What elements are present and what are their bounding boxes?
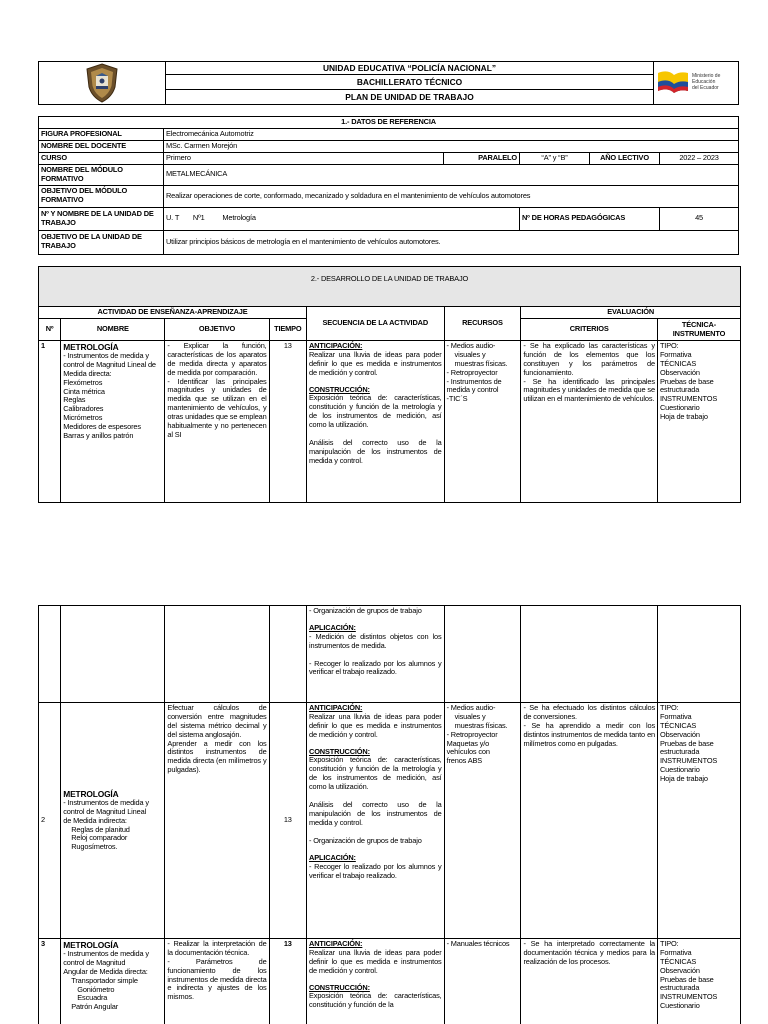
row1-recurso: muestras físicas. bbox=[454, 358, 508, 368]
evaluacion-header: EVALUACIÓN bbox=[521, 307, 741, 319]
row1-tecnica-line: Formativa bbox=[659, 349, 692, 359]
docente-label: NOMBRE DEL DOCENTE bbox=[39, 140, 164, 152]
row3-nombre bbox=[61, 939, 165, 1024]
anio-value: 2022 – 2023 bbox=[660, 152, 739, 164]
row2-nombre-item: Reglas de planitud bbox=[71, 824, 130, 834]
row2-tecnica-line: estructurada bbox=[660, 747, 700, 757]
row2-recurso: frenos ABS bbox=[446, 756, 483, 766]
row3-nombre-item: Goniómetro bbox=[77, 984, 115, 994]
row2-tecnica-line: Pruebas de base bbox=[660, 738, 714, 748]
row2-nombre-line: control de Magnitud Lineal bbox=[63, 806, 147, 816]
paralelo-label: PARALELO bbox=[444, 152, 520, 164]
row3-tecnica-line: TÉCNICAS bbox=[660, 956, 697, 966]
row1-recursos bbox=[444, 341, 521, 503]
row2-criterio-1: - Se ha efectuado los distintos cálculos de conversiones. bbox=[523, 703, 655, 721]
table-row bbox=[39, 703, 741, 939]
ministry-logo-cell bbox=[654, 62, 739, 105]
row2-recursos bbox=[444, 703, 521, 939]
figura-label: FIGURA PROFESIONAL bbox=[39, 128, 164, 140]
paralelo-value: “A” y “B” bbox=[520, 152, 590, 164]
ministry-text-1: Ministerio de bbox=[692, 73, 721, 80]
row3-tecnica-line: Pruebas de base bbox=[660, 974, 714, 984]
modulo-value: METALMECÁNICA bbox=[164, 164, 739, 185]
row1-recurso: - Retroproyector bbox=[446, 367, 498, 377]
row3-tecnica bbox=[658, 939, 741, 1024]
col-objetivo: OBJETIVO bbox=[165, 319, 269, 341]
col-num: Nº bbox=[39, 319, 61, 341]
unidad-name: Metrología bbox=[222, 213, 256, 223]
unidad-num: Nº1 bbox=[192, 213, 205, 223]
row2-nombre-item: Reloj comparador bbox=[71, 833, 128, 843]
ministry-text-3: del Ecuador bbox=[692, 84, 719, 91]
row3-num: 3 bbox=[39, 939, 61, 1024]
row1-nombre-line: Micrómetros bbox=[63, 413, 103, 423]
row2-aplicacion-title: APLICACIÓN: bbox=[309, 853, 356, 863]
row2-recurso: Maquetas y/o bbox=[446, 738, 490, 748]
unidad-label: Nº Y NOMBRE DE LA UNIDAD DE TRABAJO bbox=[39, 207, 164, 230]
row1-nombre-line: Reglas bbox=[63, 395, 86, 405]
horas-value: 45 bbox=[660, 207, 739, 230]
row3-tecnica-line: TIPO: bbox=[660, 939, 679, 948]
row1-tecnica-line: INSTRUMENTOS bbox=[659, 394, 718, 404]
row1-tecnica bbox=[657, 341, 740, 503]
row1-nombre-line: - Instrumentos de medida y control de Magnitud Lineal de Medida directa: bbox=[63, 351, 156, 378]
development-table-continued bbox=[38, 605, 741, 1024]
header-table bbox=[38, 61, 739, 105]
obj-unidad-label: OBJETIVO DE LA UNIDAD DE TRABAJO bbox=[39, 230, 164, 254]
row1-tecnica-line: TIPO: bbox=[659, 341, 679, 350]
obj-modulo-value: Realizar operaciones de corte, conformado, mecanizado y soldadura en el mantenimiento de vehículos automotores bbox=[164, 185, 739, 207]
figura-value: Electromecánica Automotriz bbox=[164, 128, 739, 140]
row1-tiempo: 13 bbox=[269, 341, 306, 503]
row1-nombre bbox=[61, 341, 165, 503]
development-title: 2.- DESARROLLO DE LA UNIDAD DE TRABAJO bbox=[39, 267, 741, 307]
row2-tecnica bbox=[658, 703, 741, 939]
row1-nombre-line: Calibradores bbox=[63, 404, 104, 414]
row1-criterio-2: - Se ha identificado las principales magnitudes y unidades de medida que se utilizan en el mantenimiento de vehículos. bbox=[523, 376, 655, 404]
row1-recurso: visuales y bbox=[454, 349, 486, 359]
row2-tecnica-line: Cuestionario bbox=[660, 765, 700, 775]
col-criterios: CRITERIOS bbox=[521, 319, 658, 341]
row3-secuencia bbox=[307, 939, 445, 1024]
docente-value: MSc. Carmen Morejón bbox=[164, 140, 739, 152]
col-tecnica: TÉCNICA- INSTRUMENTO bbox=[657, 319, 740, 341]
row1-recurso: - Medios audio- bbox=[446, 341, 496, 350]
row3-nombre-item: Transportador simple bbox=[71, 975, 138, 985]
row1-objetivo-1: - Explicar la función, características de los aparatos de medida directa y aparatos de medida por comparación. bbox=[167, 341, 267, 377]
row2-recoger: - Recoger lo realizado por los alumnos y verificar el trabajo realizado. bbox=[309, 862, 442, 881]
row3-tecnica-line: Observación bbox=[660, 965, 700, 975]
row1-num: 1 bbox=[39, 341, 61, 503]
row2-anticipacion-title: ANTICIPACIÓN: bbox=[309, 703, 363, 712]
row2-construccion-title: CONSTRUCCIÓN: bbox=[309, 746, 370, 756]
row3-tiempo: 13 bbox=[269, 939, 306, 1024]
row2-nombre-line: de Medida indirecta: bbox=[63, 815, 127, 825]
row2-organizacion: - Organización de grupos de trabajo bbox=[309, 835, 422, 845]
row1-construccion-title: CONSTRUCCIÓN: bbox=[309, 384, 370, 394]
actividad-header: ACTIVIDAD DE ENSEÑANZA-APRENDIZAJE bbox=[39, 307, 307, 319]
row2-recurso: vehículos con bbox=[446, 747, 490, 757]
col-tiempo: TIEMPO bbox=[269, 319, 306, 341]
row2-tecnica-line: TIPO: bbox=[660, 703, 679, 712]
row2-tecnica-line: INSTRUMENTOS bbox=[660, 756, 718, 766]
col-recursos: RECURSOS bbox=[444, 307, 521, 341]
row2-recurso: visuales y bbox=[454, 711, 486, 721]
table-row bbox=[39, 939, 741, 1024]
row1-nombre-line: Cinta métrica bbox=[63, 386, 105, 396]
row2-construccion: Exposición teórica de: características, constitución y función de la metrología y de los instrumentos de medición, así como la utilización. bbox=[309, 755, 442, 791]
school-name: UNIDAD EDUCATIVA “POLICÍA NACIONAL” bbox=[166, 62, 654, 75]
cont-aplicacion-title: APLICACIÓN: bbox=[309, 622, 356, 632]
row2-tecnica-line: Observación bbox=[660, 729, 700, 739]
row2-tecnica-line: Formativa bbox=[660, 711, 692, 721]
curso-value: Primero bbox=[164, 152, 444, 164]
row2-nombre-title: METROLOGÍA bbox=[63, 788, 119, 799]
unidad-value bbox=[164, 207, 520, 230]
row2-num: 2 bbox=[39, 703, 61, 939]
row1-tecnica-line: Cuestionario bbox=[659, 403, 700, 413]
obj-modulo-label: OBJETIVO DEL MÓDULO FORMATIVO bbox=[39, 185, 164, 207]
horas-label: Nº DE HORAS PEDAGÓGICAS bbox=[520, 207, 660, 230]
row3-construccion-title: CONSTRUCCIÓN: bbox=[309, 982, 370, 992]
anio-label: AÑO LECTIVO bbox=[590, 152, 660, 164]
row3-objetivo-1: - Realizar la interpretación de la documentación técnica. bbox=[167, 939, 267, 957]
row2-recurso: - Medios audio- bbox=[446, 703, 496, 712]
ministry-text-2: Educación bbox=[692, 79, 716, 86]
program-name: BACHILLERATO TÉCNICO bbox=[166, 75, 654, 89]
row2-tecnica-line: Hoja de trabajo bbox=[660, 774, 708, 783]
row1-nombre-title: METROLOGÍA bbox=[63, 342, 119, 352]
row3-objetivo-2: - Parámetros de funcionamiento de los instrumentos de medida directa e indirecta y ajustes de los mismos. bbox=[167, 956, 267, 1002]
row1-recurso: medida y control bbox=[446, 385, 499, 395]
row1-criterio-1: - Se ha explicado las características y función de los elementos que los constituyen y los parámetros de funcionamiento. bbox=[523, 341, 655, 377]
row3-tecnica-line: Formativa bbox=[660, 947, 692, 957]
row1-construccion: Exposición teórica de: características, constitución y función de la metrología y de los instrumentos de medición, así como la utilización. bbox=[309, 393, 442, 429]
row3-tecnica-line: estructurada bbox=[660, 983, 700, 993]
row1-tecnica-line: Pruebas de base bbox=[659, 376, 714, 386]
row1-nombre-line: Medidores de espesores bbox=[63, 422, 141, 432]
row2-recurso: - Retroproyector bbox=[446, 729, 498, 739]
row1-objetivo-2: - Identificar las principales magnitudes y unidades de medida que se utilizan en el mantenimiento de vehículos, y otras unidades que se emplean habitualmente y no pertenecen al SI bbox=[167, 376, 267, 439]
row1-recurso: - Instrumentos de bbox=[446, 376, 502, 386]
school-logo-cell bbox=[39, 62, 166, 105]
row3-recursos bbox=[444, 939, 521, 1024]
row2-tiempo: 13 bbox=[269, 703, 306, 939]
plan-title: PLAN DE UNIDAD DE TRABAJO bbox=[166, 89, 654, 104]
modulo-label: NOMBRE DEL MÓDULO FORMATIVO bbox=[39, 164, 164, 185]
row3-recurso: - Manuales técnicos bbox=[446, 939, 510, 948]
row2-criterio-2: - Se ha aprendido a medir con los distintos instrumentos de medida tanto en milímetros como en pulgadas. bbox=[523, 720, 655, 748]
row3-criterio-1: - Se ha interpretado correctamente la documentación técnica y medios para la realización de los procesos. bbox=[523, 939, 655, 966]
row3-construccion: Exposición teórica de: características, constitución y función de la bbox=[309, 991, 442, 1010]
row3-nombre-line: - Instrumentos de medida y bbox=[63, 949, 149, 959]
col-nombre: NOMBRE bbox=[61, 319, 165, 341]
row3-tecnica-line: Cuestionario bbox=[660, 1001, 700, 1011]
row2-tecnica-line: TÉCNICAS bbox=[660, 720, 697, 730]
curso-label: CURSO bbox=[39, 152, 164, 164]
unidad-ut: U. T bbox=[166, 213, 180, 223]
row3-nombre-line: control de Magnitud bbox=[63, 957, 126, 967]
cont-aplicacion: - Medición de distintos objetos con los instrumentos de medida. bbox=[309, 631, 442, 650]
row2-anticipacion: Realizar una lluvia de ideas para poder definir lo que es medida e instrumentos de medición y control. bbox=[309, 711, 442, 739]
cont-secuencia bbox=[307, 606, 445, 703]
row1-anticipacion-title: ANTICIPACIÓN: bbox=[309, 341, 363, 350]
table-row bbox=[39, 341, 741, 503]
row2-recurso: muestras físicas. bbox=[454, 720, 508, 730]
reference-table bbox=[38, 116, 739, 255]
row2-analisis: Análisis del correcto uso de la manipulación de los instrumentos de medida y control. bbox=[309, 799, 442, 827]
development-table bbox=[38, 266, 741, 503]
row1-objetivo bbox=[165, 341, 269, 503]
row2-criterios bbox=[521, 703, 658, 939]
ecuador-flag-logo bbox=[656, 69, 690, 97]
row2-objetivo-1: Efectuar cálculos de conversión entre magnitudes del sistema métrico decimal y del sistema anglosajón. bbox=[167, 703, 267, 739]
row1-tecnica-line: TÉCNICAS bbox=[659, 358, 697, 368]
reference-title: 1.- DATOS DE REFERENCIA bbox=[39, 117, 739, 129]
row3-nombre-line: Angular de Medida directa: bbox=[63, 966, 148, 976]
row2-nombre-item: Rugosímetros. bbox=[71, 842, 118, 852]
row2-secuencia bbox=[307, 703, 445, 939]
row2-objetivo-2: Aprender a medir con los distintos instrumentos de medida directa (en milímetros y pulgadas). bbox=[167, 738, 267, 775]
obj-unidad-value: Utilizar principios básicos de metrología en el mantenimiento de vehículos automotores. bbox=[164, 230, 739, 254]
col-secuencia: SECUENCIA DE LA ACTIVIDAD bbox=[307, 307, 445, 341]
row1-criterios bbox=[521, 341, 658, 503]
row1-anticipacion: Realizar una lluvia de ideas para poder definir lo que es medida e instrumentos de medición y control. bbox=[309, 349, 442, 377]
cont-recoger: - Recoger lo realizado por los alumnos y verificar el trabajo realizado. bbox=[309, 658, 442, 677]
row3-anticipacion: Realizar una lluvia de ideas para poder definir lo que es medida e instrumentos de medición y control. bbox=[309, 947, 442, 975]
police-shield-logo bbox=[85, 63, 119, 103]
row1-tecnica-line: Hoja de trabajo bbox=[659, 412, 708, 421]
row2-objetivo bbox=[165, 703, 269, 939]
table-row bbox=[39, 606, 741, 703]
row3-nombre-item: Patrón Angular bbox=[71, 1002, 119, 1012]
row1-analisis: Análisis del correcto uso de la manipulación de los instrumentos de medida y control. bbox=[309, 437, 442, 465]
row3-objetivo bbox=[165, 939, 269, 1024]
row3-anticipacion-title: ANTICIPACIÓN: bbox=[309, 939, 363, 948]
row3-criterios bbox=[521, 939, 658, 1024]
row1-tecnica-line: estructurada bbox=[659, 385, 700, 395]
row2-nombre-line: - Instrumentos de medida y bbox=[63, 797, 149, 807]
row2-nombre bbox=[61, 703, 165, 939]
row1-recurso: -TIC´S bbox=[446, 394, 468, 404]
row1-tecnica-line: Observación bbox=[659, 367, 700, 377]
cont-organizacion: - Organización de grupos de trabajo bbox=[309, 606, 422, 615]
row1-nombre-line: Barras y anillos patrón bbox=[63, 430, 134, 440]
row3-nombre-title: METROLOGÍA bbox=[63, 940, 119, 950]
row3-nombre-item: Escuadra bbox=[77, 993, 108, 1003]
row1-secuencia bbox=[307, 341, 445, 503]
row1-nombre-line: Flexómetros bbox=[63, 377, 103, 387]
row3-tecnica-line: INSTRUMENTOS bbox=[660, 992, 718, 1002]
